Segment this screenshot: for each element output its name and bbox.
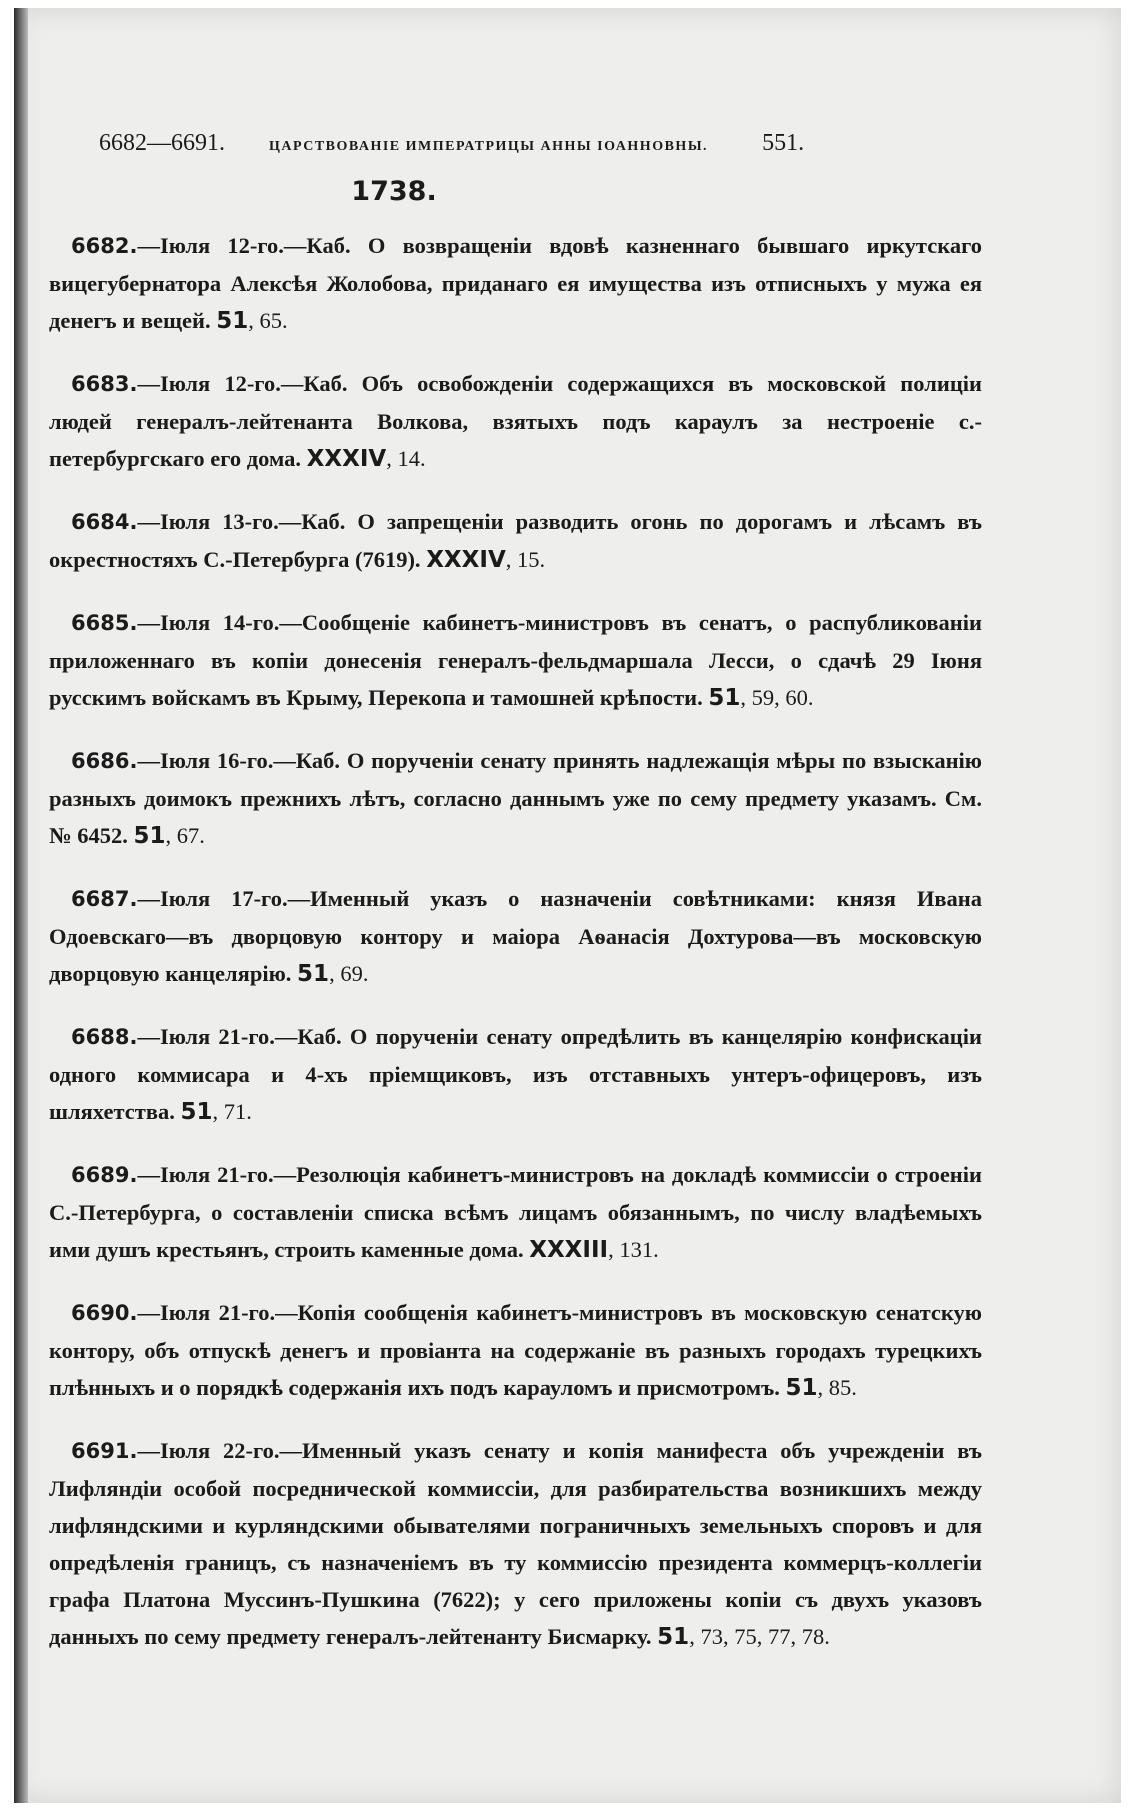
volume-ref: 51 xyxy=(216,308,249,334)
volume-ref: XXXIII xyxy=(529,1237,609,1263)
page-refs: , 85. xyxy=(817,1375,857,1400)
entry-number: 6689. xyxy=(71,1163,138,1187)
page-refs: , 71. xyxy=(212,1099,252,1124)
entry-6686 xyxy=(24,742,982,855)
entry-text: —Іюля 22-го.—Именный указъ сенату и копія манифеста объ учрежденіи въ Лифляндіи особой посреднической коммиссіи, для разбирательства возникшихъ между лифляндскими и курляндскими обывателями пограничныхъ земельныхъ споровъ и для опредѣленія границъ, съ назначеніемъ въ ту коммиссію президента коммерцъ-коллегіи графа Платона Муссинъ-Пушкина (7622); у сего приложены копіи съ двухъ указовъ данныхъ по сему предмету генералъ-лейтенанту Бисмарку. xyxy=(49,1438,982,1649)
entry-text: —Іюля 21-го.—Каб. О порученіи сенату опредѣлить въ канцелярію конфискаціи одного коммисара и 4-хъ пріемщиковъ, изъ отставныхъ унтеръ-офицеровъ, изъ шляхетства. xyxy=(49,1024,982,1124)
entry-6684 xyxy=(24,503,982,579)
entry-6688 xyxy=(24,1018,982,1131)
entry-text: —Іюля 14-го.—Сообщеніе кабинетъ-министровъ въ сенатъ, о распубликованіи приложеннаго въ копіи донесенія генералъ-фельдмаршала Лесси, о сдачѣ 29 Іюня русскимъ войскамъ въ Крыму, Перекопа и тамошней крѣпости. xyxy=(49,610,982,710)
page-number: 551. xyxy=(762,130,805,156)
entry-number: 6690. xyxy=(71,1301,138,1325)
entry-number: 6686. xyxy=(71,749,138,773)
volume-ref: 51 xyxy=(297,961,330,987)
running-header xyxy=(24,130,982,160)
page-refs: , 15. xyxy=(505,547,546,572)
entry-text: —Іюля 16-го.—Каб. О порученіи сенату принять надлежащія мѣры по взысканію разныхъ доимокъ прежнихъ лѣтъ, согласно даннымъ уже по сему предмету указамъ. См. № 6452. xyxy=(49,748,982,848)
entry-6682 xyxy=(24,227,982,340)
entry-text: —Іюля 13-го.—Каб. О запрещеніи разводить огонь по дорогамъ и лѣсамъ въ окрестностяхъ С.-Петербурга (7619). xyxy=(49,509,982,572)
running-title: ЦАРСТВОВАНІЕ ИМПЕРАТРИЦЫ АННЫ ІОАННОВНЫ. xyxy=(269,139,709,154)
entry-6690 xyxy=(24,1294,982,1407)
volume-ref: 51 xyxy=(708,685,741,711)
entry-6691 xyxy=(24,1432,982,1656)
page-refs: , 69. xyxy=(329,961,369,986)
entry-range: 6682—6691. xyxy=(99,130,225,156)
page-refs: , 67. xyxy=(165,823,205,848)
entry-6685 xyxy=(24,604,982,717)
scanned-page xyxy=(14,8,1121,1803)
entry-6687 xyxy=(24,880,982,993)
entry-number: 6691. xyxy=(71,1439,138,1463)
entry-text: —Іюля 17-го.—Именный указъ о назначеніи совѣтниками: князя Ивана Одоевскаго—въ дворцовую контору и маіора Аѳанасія Дохтурова—въ московскую дворцовую канцелярію. xyxy=(49,886,982,986)
entry-6689 xyxy=(24,1156,982,1269)
entry-number: 6685. xyxy=(71,611,138,635)
volume-ref: XXXIV xyxy=(426,547,506,573)
page-refs: , 65. xyxy=(248,308,288,333)
entry-number: 6682. xyxy=(71,234,138,258)
page-refs: , 14. xyxy=(386,446,426,471)
page-content xyxy=(24,130,982,1681)
entry-6683 xyxy=(24,365,982,478)
volume-ref: 51 xyxy=(657,1624,690,1650)
volume-ref: 51 xyxy=(180,1099,213,1125)
entry-number: 6687. xyxy=(71,887,138,911)
entry-text: —Іюля 21-го.—Копія сообщенія кабинетъ-министровъ въ московскую сенатскую контору, объ отпускѣ денегъ и провіанта на содержаніе въ разныхъ городахъ турецкихъ плѣнныхъ и о порядкѣ содержанія ихъ подъ карауломъ и присмотромъ. xyxy=(49,1300,982,1400)
volume-ref: XXXIV xyxy=(306,446,387,472)
entry-text: —Іюля 12-го.—Каб. О возвращеніи вдовѣ казненнаго бывшаго иркутскаго вицегубернатора Алексѣя Жолобова, приданаго ея имущества изъ отписныхъ у мужа ея денегъ и вещей. xyxy=(49,233,982,333)
entry-text: —Іюля 21-го.—Резолюція кабинетъ-министровъ на докладѣ коммиссіи о строеніи С.-Петербурга, о составленіи списка всѣмъ лицамъ обязаннымъ, по числу владѣемыхъ ими душъ крестьянъ, строить каменные дома. xyxy=(49,1162,982,1262)
entry-number: 6683. xyxy=(71,372,138,396)
entry-number: 6684. xyxy=(71,510,138,534)
page-refs: , 73, 75, 77, 78. xyxy=(689,1624,830,1649)
page-refs: , 131. xyxy=(608,1237,659,1262)
volume-ref: 51 xyxy=(133,823,166,849)
entry-number: 6688. xyxy=(71,1025,138,1049)
page-refs: , 59, 60. xyxy=(740,685,814,710)
volume-ref: 51 xyxy=(785,1375,818,1401)
year-heading: 1738. xyxy=(351,176,437,207)
entry-text: —Іюля 12-го.—Каб. Объ освобожденіи содержащихся въ московской полиціи людей генералъ-лейтенанта Волкова, взятыхъ подъ караулъ за нестроеніе с.-петербургскаго его дома. xyxy=(49,371,982,471)
